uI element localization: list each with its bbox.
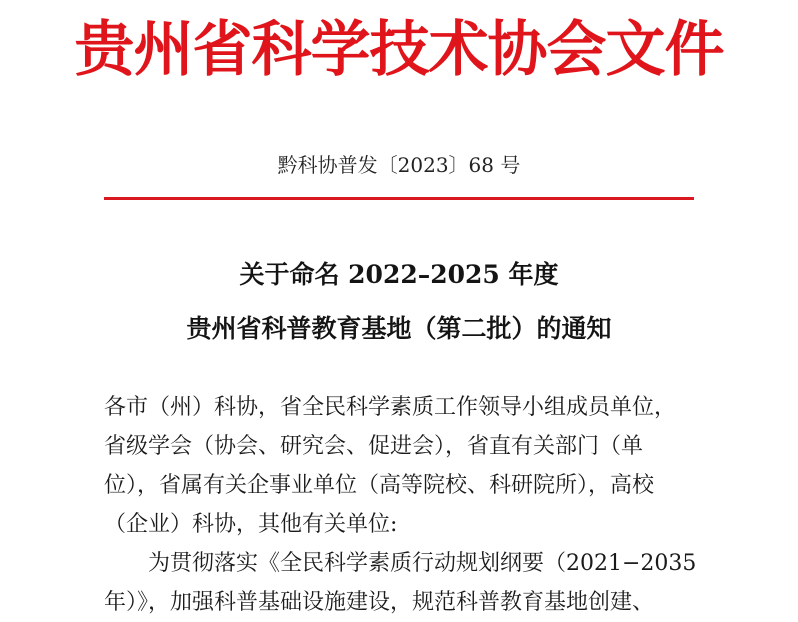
body-line: 位），省属有关企事业单位（高等院校、科研院所），高校	[104, 473, 655, 498]
body-line: 各市（州）科协，省全民科学素质工作领导小组成员单位，	[104, 395, 677, 420]
body-line: 为贯彻落实《全民科学素质行动规划纲要（2021−2035	[126, 551, 697, 576]
notice-title-line-1: 关于命名 2022–2025 年度	[239, 260, 559, 289]
body-line: （企业）科协，其他有关单位:	[104, 512, 398, 537]
document-number: 黔科协普发〔2023〕68 号	[277, 153, 521, 177]
body-line: 年）》，加强科普基础设施建设，规范科普教育基地创建、	[104, 590, 655, 615]
red-divider-line	[104, 197, 694, 200]
masthead-title: 贵州省科学技术协会文件	[74, 15, 724, 85]
body-line: 省级学会（协会、研究会、促进会），省直有关部门（单	[104, 434, 644, 459]
notice-title-line-2: 贵州省科普教育基地（第二批）的通知	[186, 314, 612, 343]
